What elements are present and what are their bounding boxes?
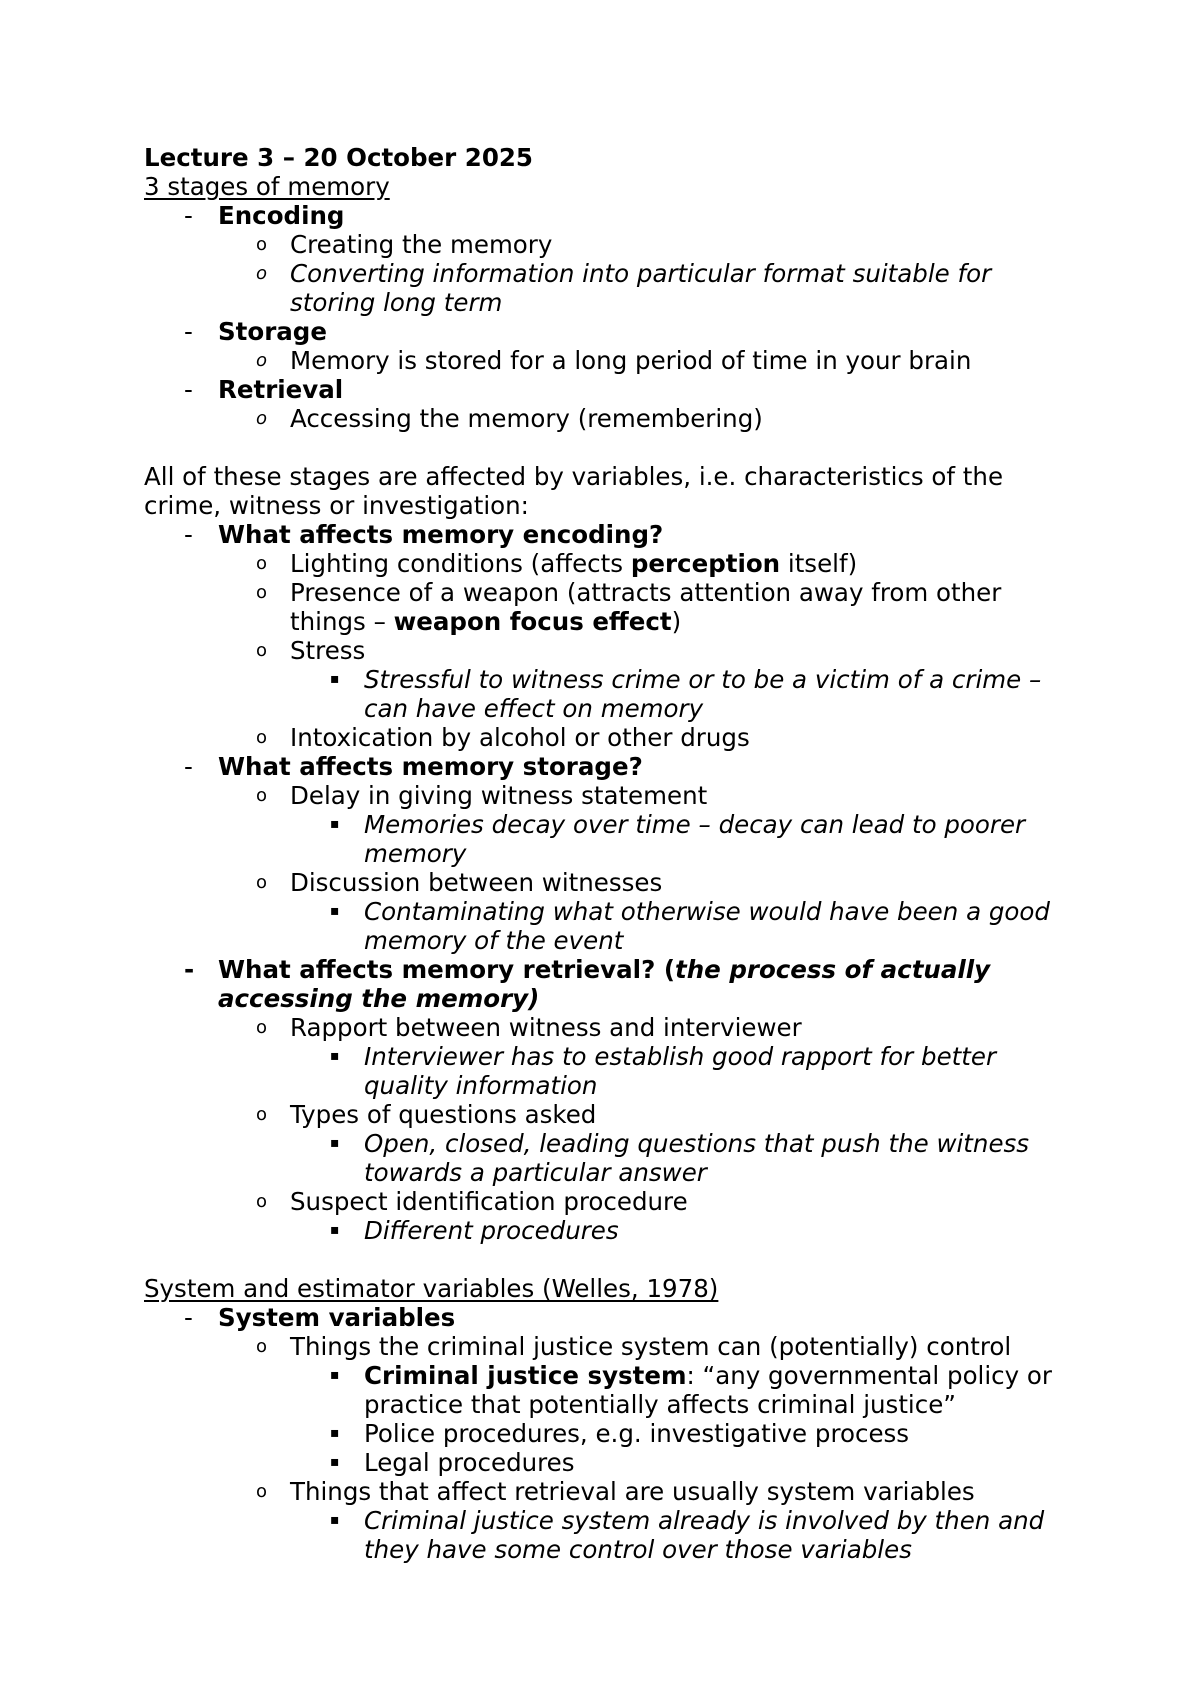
sub-bullet: o Converting information into particular format suitable for — [256, 259, 992, 288]
note-bullet-cjs: ▪ Criminal justice system: “any governmental policy or — [330, 1361, 1052, 1390]
sub-bullet-rapport: o Rapport between witness and interviewer — [256, 1013, 802, 1042]
bullet-encoding-question: - What affects memory encoding? — [184, 520, 664, 549]
square-marker: ▪ — [330, 1512, 340, 1528]
square-marker: ▪ — [330, 1367, 340, 1383]
dash-marker: - — [184, 375, 193, 404]
circle-marker: o — [256, 553, 268, 574]
note-bullet: ▪ Contaminating what otherwise would have been a good — [330, 897, 1050, 926]
dash-marker: - — [184, 201, 193, 230]
bullet-continuation: accessing the memory) — [218, 984, 540, 1013]
section-heading-stages: 3 stages of memory — [144, 172, 390, 201]
sub-bullet-discussion: o Discussion between witnesses — [256, 868, 663, 897]
square-marker: ▪ — [330, 1454, 340, 1470]
sub-bullet-control: o Things the criminal justice system can (potentially) control — [256, 1332, 1012, 1361]
intro-paragraph-line: All of these stages are affected by variables, i.e. characteristics of the — [144, 462, 1004, 491]
circle-marker: o — [256, 727, 268, 748]
bullet-retrieval-question: - What affects memory retrieval? (the process of actually — [184, 955, 991, 984]
document-body — [144, 143, 1064, 1564]
sub-bullet-intoxication: o Intoxication by alcohol or other drugs — [256, 723, 750, 752]
dash-marker: - — [184, 955, 195, 984]
sub-bullet-continuation: things – weapon focus effect) — [290, 607, 682, 636]
intro-paragraph-line: crime, witness or investigation: — [144, 491, 529, 520]
square-marker: ▪ — [330, 671, 340, 687]
note-bullet: ▪ Different procedures — [330, 1216, 619, 1245]
sub-bullet-stress: o Stress — [256, 636, 366, 665]
sub-bullet-lighting: o Lighting conditions (affects perception itself) — [256, 549, 858, 578]
dash-marker: - — [184, 752, 193, 781]
circle-marker: o — [256, 263, 268, 284]
square-marker: ▪ — [330, 903, 340, 919]
bullet-storage-question: - What affects memory storage? — [184, 752, 643, 781]
circle-marker: o — [256, 640, 268, 661]
dash-marker: - — [184, 520, 193, 549]
circle-marker: o — [256, 1191, 268, 1212]
sub-bullet-weapon: o Presence of a weapon (attracts attention away from other — [256, 578, 1002, 607]
sub-bullet: o Accessing the memory (remembering) — [256, 404, 763, 433]
circle-marker: o — [256, 1104, 268, 1125]
note-bullet: ▪ Memories decay over time – decay can lead to poorer — [330, 810, 1026, 839]
bullet-retrieval: - Retrieval — [184, 375, 344, 404]
note-bullet-police: ▪ Police procedures, e.g. investigative process — [330, 1419, 910, 1448]
note-bullet-legal: ▪ Legal procedures — [330, 1448, 575, 1477]
note-bullet-continuation: memory — [364, 839, 467, 868]
note-bullet: ▪ Stressful to witness crime or to be a victim of a crime – — [330, 665, 1042, 694]
lecture-title: Lecture 3 – 20 October 2025 — [144, 143, 533, 172]
sub-bullet: o Memory is stored for a long period of time in your brain — [256, 346, 972, 375]
note-bullet-continuation: memory of the event — [364, 926, 624, 955]
circle-marker: o — [256, 872, 268, 893]
bullet-system-variables: - System variables — [184, 1303, 456, 1332]
square-marker: ▪ — [330, 816, 340, 832]
note-bullet-continuation: can have effect on memory — [364, 694, 704, 723]
circle-marker: o — [256, 582, 268, 603]
circle-marker: o — [256, 234, 268, 255]
bullet-storage: - Storage — [184, 317, 327, 346]
note-bullet-continuation: quality information — [364, 1071, 598, 1100]
circle-marker: o — [256, 1017, 268, 1038]
square-marker: ▪ — [330, 1048, 340, 1064]
square-marker: ▪ — [330, 1222, 340, 1238]
note-bullet: ▪ Interviewer has to establish good rapport for better — [330, 1042, 997, 1071]
section-heading-variables: System and estimator variables (Welles, 1978) — [144, 1274, 719, 1303]
dash-marker: - — [184, 317, 193, 346]
sub-bullet-delay: o Delay in giving witness statement — [256, 781, 708, 810]
sub-bullet-suspect: o Suspect identification procedure — [256, 1187, 688, 1216]
note-bullet-continuation: towards a particular answer — [364, 1158, 707, 1187]
sub-bullet-retrieval-system: o Things that affect retrieval are usually system variables — [256, 1477, 975, 1506]
note-bullet-continuation: they have some control over those variables — [364, 1535, 912, 1564]
circle-marker: o — [256, 350, 268, 371]
circle-marker: o — [256, 408, 268, 429]
bullet-encoding: - Encoding — [184, 201, 345, 230]
circle-marker: o — [256, 1481, 268, 1502]
note-bullet: ▪ Criminal justice system already is involved by then and — [330, 1506, 1045, 1535]
sub-bullet: o Creating the memory — [256, 230, 553, 259]
dash-marker: - — [184, 1303, 193, 1332]
circle-marker: o — [256, 1336, 268, 1357]
square-marker: ▪ — [330, 1135, 340, 1151]
circle-marker: o — [256, 785, 268, 806]
sub-bullet-continuation: storing long term — [290, 288, 503, 317]
note-bullet: ▪ Open, closed, leading questions that push the witness — [330, 1129, 1030, 1158]
sub-bullet-questions: o Types of questions asked — [256, 1100, 597, 1129]
note-bullet-continuation: practice that potentially affects criminal justice” — [364, 1390, 956, 1419]
square-marker: ▪ — [330, 1425, 340, 1441]
